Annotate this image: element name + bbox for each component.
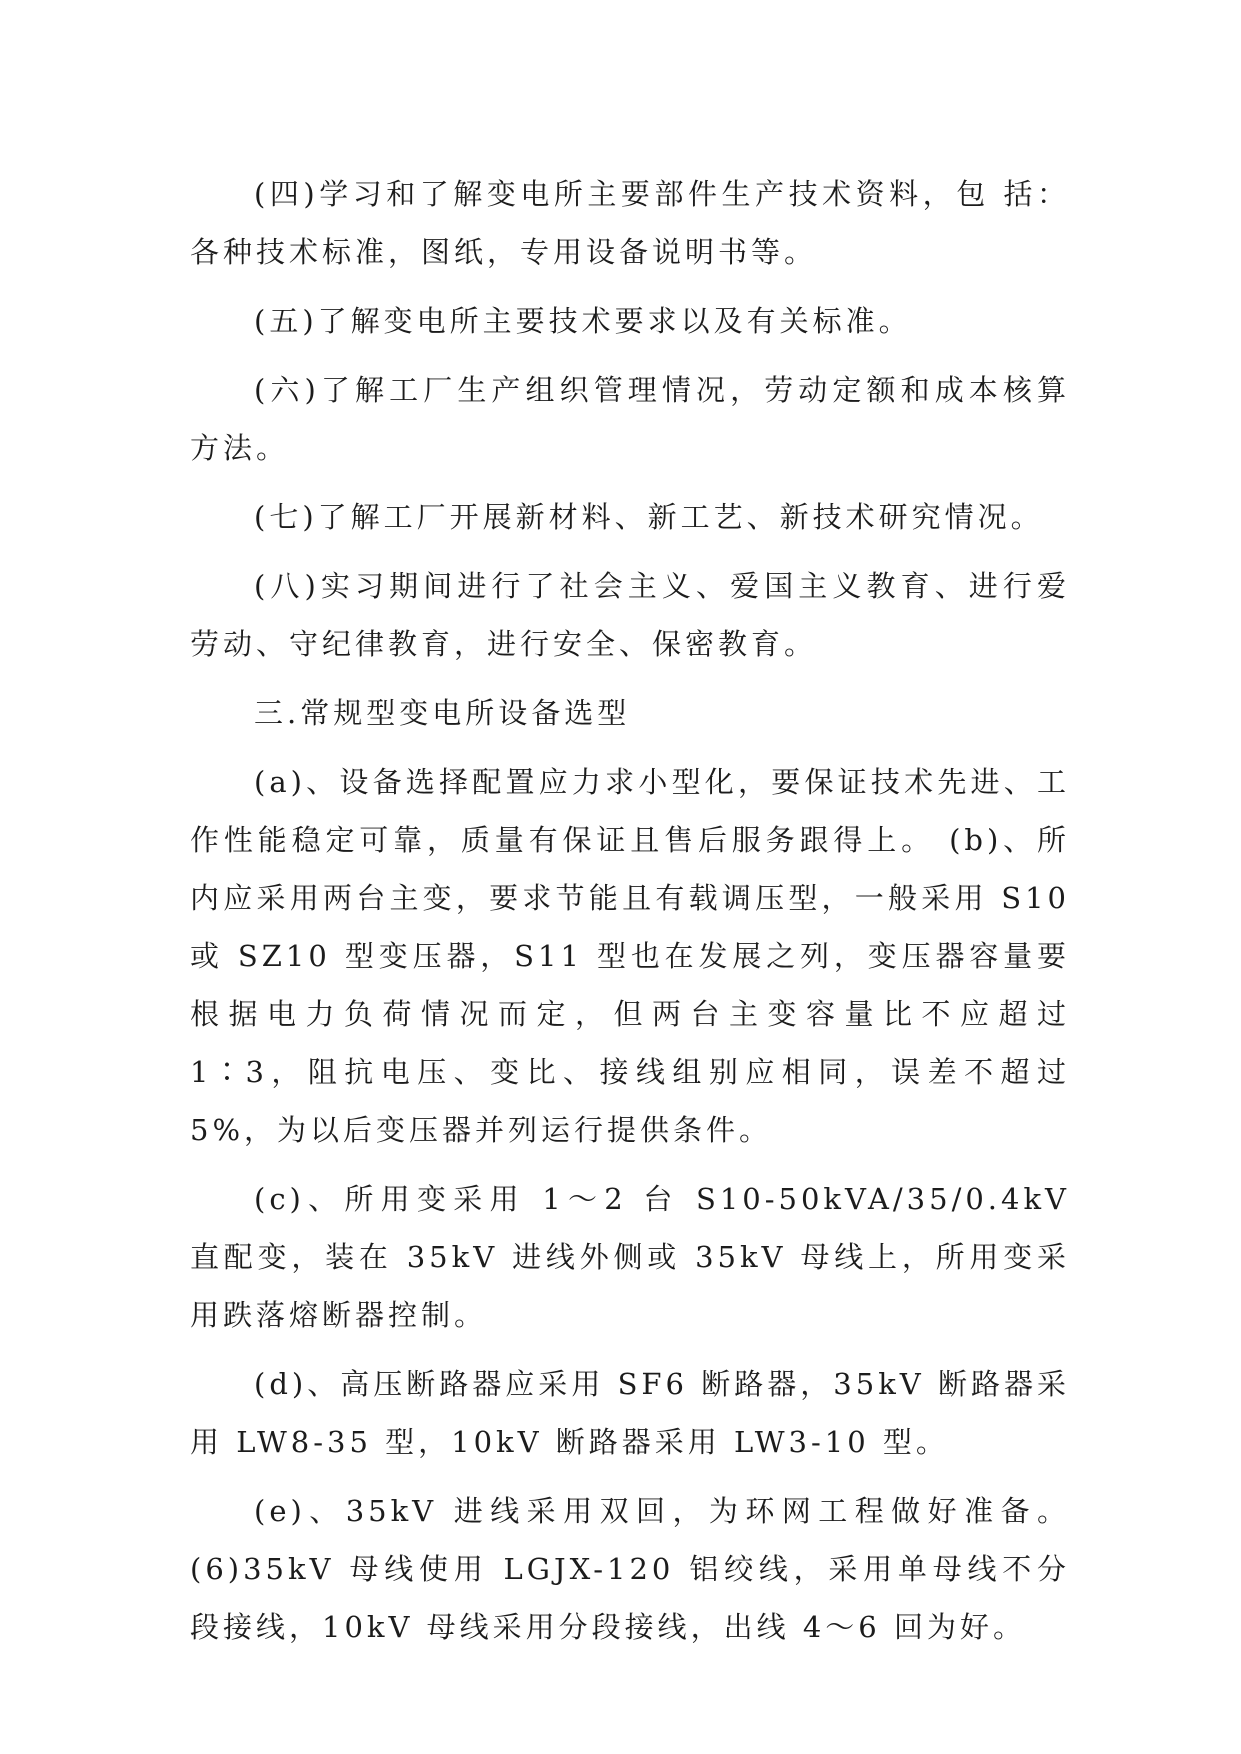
paragraph-item-4: (四)学习和了解变电所主要部件生产技术资料，包 括：各种技术标准，图纸，专用设备说明书等。 [190,177,1070,269]
paragraph-item-d: (d)、高压断路器应采用 SF6 断路器，35kV 断路器采用 LW8-35 型，10kV 断路器采用 LW3-10 型。 [190,1367,1070,1459]
paragraph-item-a-b: (a)、设备选择配置应力求小型化，要保证技术先进、工作性能稳定可靠，质量有保证且售后服务跟得上。 (b)、所内应采用两台主变，要求节能且有载调压型，一般采用 S10 或 SZ10 型变压器，S11 型也在发展之列，变压器容量要根据电力负荷情况而定，但两台主变容量比不应超过 1∶3，阻抗电压、变比、接线组别应相同，误差不超过 5%，为以后变压器并列运行提供条件。 [190,765,1070,1147]
paragraph-item-e: (e)、35kV 进线采用双回，为环网工程做好准备。(6)35kV 母线使用 LGJX-120 铝绞线，采用单母线不分段接线，10kV 母线采用分段接线，出线 4～6 回为好。 [190,1494,1070,1644]
paragraph-item-8: (八)实习期间进行了社会主义、爱国主义教育、进行爱劳动、守纪律教育，进行安全、保密教育。 [190,569,1070,661]
document-body [190,165,1070,1667]
paragraph-item-c: (c)、所用变采用 1～2 台 S10-50kVA/35/0.4kV 直配变，装在 35kV 进线外侧或 35kV 母线上，所用变采用跌落熔断器控制。 [190,1182,1070,1332]
paragraph-item-5: (五)了解变电所主要技术要求以及有关标准。 [254,304,912,338]
section-heading: 三.常规型变电所设备选型 [254,696,631,730]
paragraph-item-6: (六)了解工厂生产组织管理情况，劳动定额和成本核算方法。 [190,373,1070,465]
paragraph-item-7: (七)了解工厂开展新材料、新工艺、新技术研究情况。 [254,500,1044,534]
